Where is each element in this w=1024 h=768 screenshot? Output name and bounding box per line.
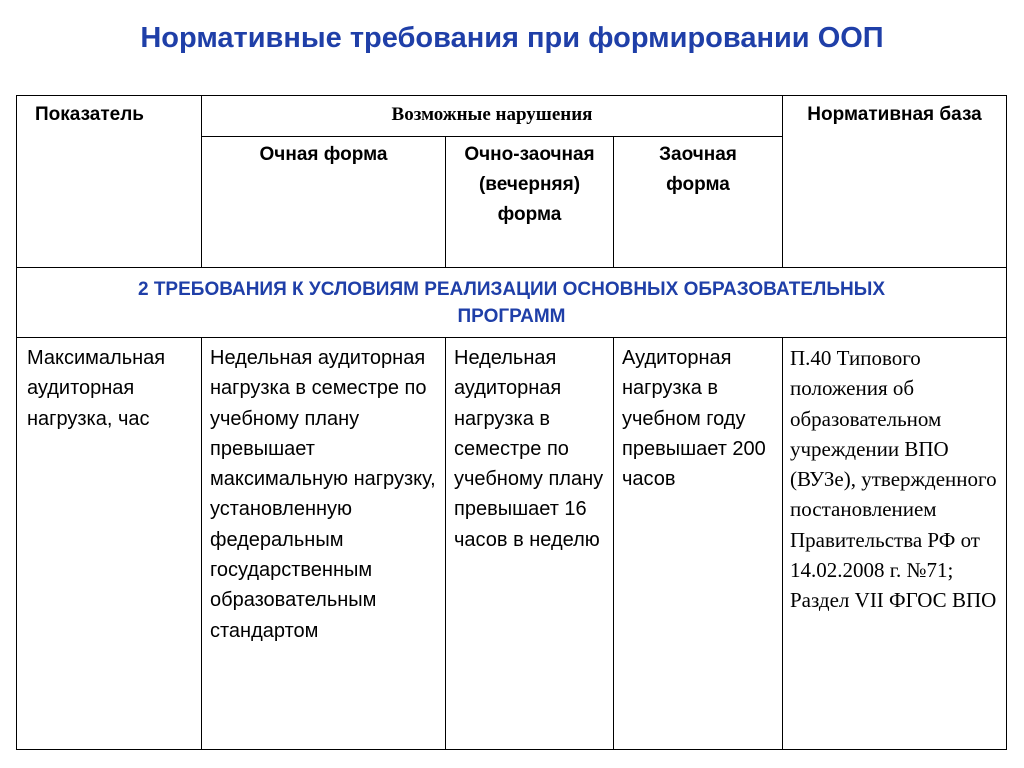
header-part-time: Очно-заочная (вечерняя) форма: [446, 137, 614, 268]
requirements-table: [16, 95, 1007, 750]
row-part-time: Недельная аудиторная нагрузка в семестре по учебному плану превышает 16 часов в неделю: [446, 338, 614, 750]
header-correspondence: Заочная форма: [614, 137, 783, 268]
row-normative-base: П.40 Типового положения об образовательном учреждении ВПО (ВУЗе), утвержденного постановлением Правительства РФ от 14.02.2008 г. №71; Раздел VII ФГОС ВПО: [783, 338, 1007, 750]
row-full-time: Недельная аудиторная нагрузка в семестре по учебному плану превышает максимальную нагрузку, установленную федеральным государственным образовательным стандартом: [202, 338, 446, 750]
section-heading: 2 ТРЕБОВАНИЯ К УСЛОВИЯМ РЕАЛИЗАЦИИ ОСНОВНЫХ ОБРАЗОВАТЕЛЬНЫХ ПРОГРАММ: [17, 268, 1007, 338]
header-full-time: Очная форма: [202, 137, 446, 268]
row-correspondence: Аудиторная нагрузка в учебном году превышает 200 часов: [614, 338, 783, 750]
row-indicator: Максимальная аудиторная нагрузка, час: [17, 338, 202, 750]
header-indicator: Показатель: [17, 96, 202, 268]
header-normative-base: Нормативная база: [783, 96, 1007, 268]
header-violations: Возможные нарушения: [202, 96, 783, 137]
page-title: Нормативные требования при формировании ООП: [140, 22, 884, 54]
